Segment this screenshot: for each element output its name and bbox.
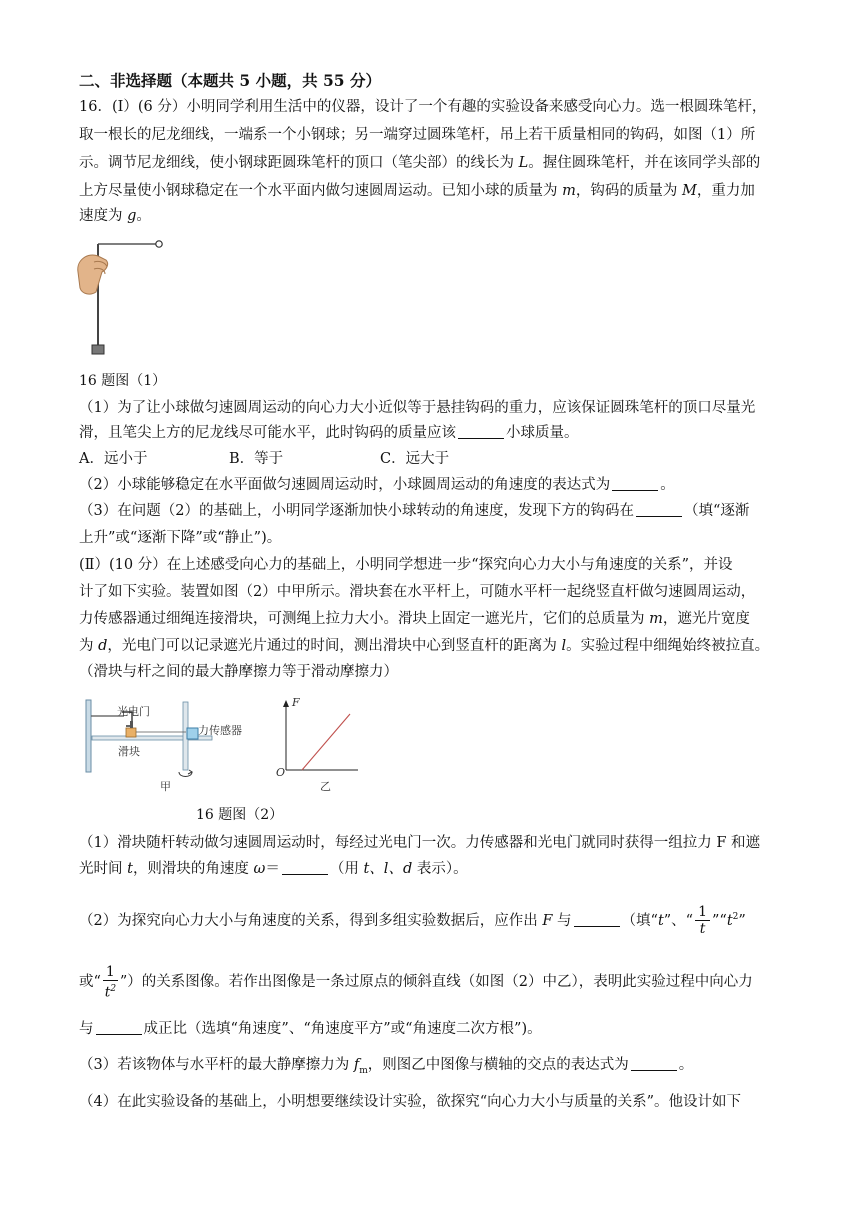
label-photogate: 光电门 <box>117 705 150 718</box>
p2-q4-line: （4）在此实验设备的基础上，小明想要继续设计实验，欲探究“向心力大小与质量的关系”。他设计如下 <box>79 1094 742 1110</box>
q3-line2: 上升”或“逐渐下降”或“静止”)。 <box>79 530 282 546</box>
answer-blank[interactable] <box>282 860 328 875</box>
option-a[interactable]: A．远小于 <box>79 451 148 467</box>
p2-q2-line2: 或“ $\frac{1}{t^2}$ ”）的关系图像。若作出图像是一条过原点的倾斜直线（如图（2）中乙），表明此实验过程中向心力 <box>79 963 753 1001</box>
label-slider: 滑块 <box>118 745 140 758</box>
answer-blank[interactable] <box>458 424 504 439</box>
part2-paragraph-line5: （滑块与杆之间的最大静摩擦力等于滑动摩擦力） <box>79 664 398 680</box>
fraction-1-over-t: $\frac{1}{t}$ <box>695 904 710 937</box>
option-c[interactable]: C．远大于 <box>380 451 450 467</box>
q1-line2: 滑，且笔尖上方的尼龙线尽可能水平，此时钩码的质量应该 小球质量。 <box>79 425 579 441</box>
answer-blank[interactable] <box>96 1020 142 1035</box>
p2-q1-line2: 光时间 t，则滑块的角速度 ω＝ （用 t、l、d 表示）。 <box>79 861 468 877</box>
q1-options <box>79 449 784 469</box>
p2-q2-line1: （2）为探究向心力大小与角速度的关系，得到多组实验数据后，应作出 F 与 （填“t”、“ $\frac{1}{t}$ $”“t^2$” <box>79 904 746 938</box>
part2-paragraph-line1: (Ⅱ）(10 分）在上述感受向心力的基础上，小明同学想进一步“探究向心力大小与角速度的关系”，并设 <box>79 557 733 573</box>
section-title: 二、非选择题（本题共 5 小题，共 55 分） <box>79 71 381 90</box>
part2-paragraph-line4: 为 d，光电门可以记录遮光片通过的时间，测出滑块中心到竖直杆的距离为 l。实验过程中细绳始终被拉直。 <box>79 638 770 654</box>
answer-blank[interactable] <box>631 1056 677 1071</box>
part2-paragraph-line2: 计了如下实验。装置如图（2）中甲所示。滑块套在水平杆上，可随水平杆一起绕竖直杆做匀速圆周运动， <box>79 584 756 600</box>
part1-paragraph-line1: 16．(Ⅰ）(6 分）小明同学利用生活中的仪器，设计了一个有趣的实验设备来感受向心力。选一根圆珠笔杆， <box>79 99 767 115</box>
label-origin-O: O <box>276 766 286 779</box>
part1-paragraph-line2: 取一根长的尼龙细线，一端系一个小钢球；另一端穿过圆珠笔杆，吊上若干质量相同的钩码，如图（1）所 <box>79 127 756 143</box>
answer-blank[interactable] <box>612 476 658 491</box>
p2-q1-line1: （1）滑块随杆转动做匀速圆周运动时，每经过光电门一次。力传感器和光电门就同时获得一组拉力 F 和遮 <box>79 835 761 851</box>
answer-blank[interactable] <box>636 502 682 517</box>
part1-paragraph-line3: 示。调节尼龙细线，使小钢球距圆珠笔杆的顶口（笔尖部）的线长为 L。握住圆珠笔杆，并在该同学头部的 <box>79 155 761 171</box>
label-force-sensor: 力传感器 <box>198 724 242 737</box>
q2-line: （2）小球能够稳定在水平面做匀速圆周运动时，小球圆周运动的角速度的表达式为 。 <box>79 477 675 493</box>
p2-q2-line3: 与 成正比（选填“角速度”、“角速度平方”或“角速度二次方根”)。 <box>79 1021 542 1037</box>
q1-line1: （1）为了让小球做匀速圆周运动的向心力大小近似等于悬挂钩码的重力，应该保证圆珠笔杆的顶口尽量光 <box>79 400 756 416</box>
label-jia: 甲 <box>160 780 171 793</box>
option-b[interactable]: B．等于 <box>229 451 284 467</box>
q3-line1: （3）在问题（2）的基础上，小明同学逐渐加快小球转动的角速度，发现下方的钩码在 （填“逐渐 <box>79 503 750 519</box>
label-axis-F: F <box>292 696 300 709</box>
part2-paragraph-line3: 力传感器通过细绳连接滑块，可测绳上拉力大小。滑块上固定一遮光片，它们的总质量为 m，遮光片宽度 <box>79 611 750 627</box>
p2-q3-line: （3）若该物体与水平杆的最大静摩擦力为 $f_m$，则图乙中图像与横轴的交点的表达式为 。 <box>79 1057 694 1076</box>
part1-paragraph-line5: 速度为 g。 <box>79 208 151 224</box>
label-yi: 乙 <box>320 780 331 793</box>
answer-blank[interactable] <box>574 912 620 927</box>
fraction-1-over-t-squared: $\frac{1}{t^2}$ <box>104 963 117 1001</box>
figure-1-pen-apparatus <box>74 232 174 358</box>
part1-paragraph-line4: 上方尽量使小钢球稳定在一个水平面内做匀速圆周运动。已知小球的质量为 m，钩码的质量为 M，重力加 <box>79 183 755 199</box>
figure-1-caption: 16 题图（1） <box>79 373 167 389</box>
figure-2-caption: 16 题图（2） <box>196 807 284 823</box>
